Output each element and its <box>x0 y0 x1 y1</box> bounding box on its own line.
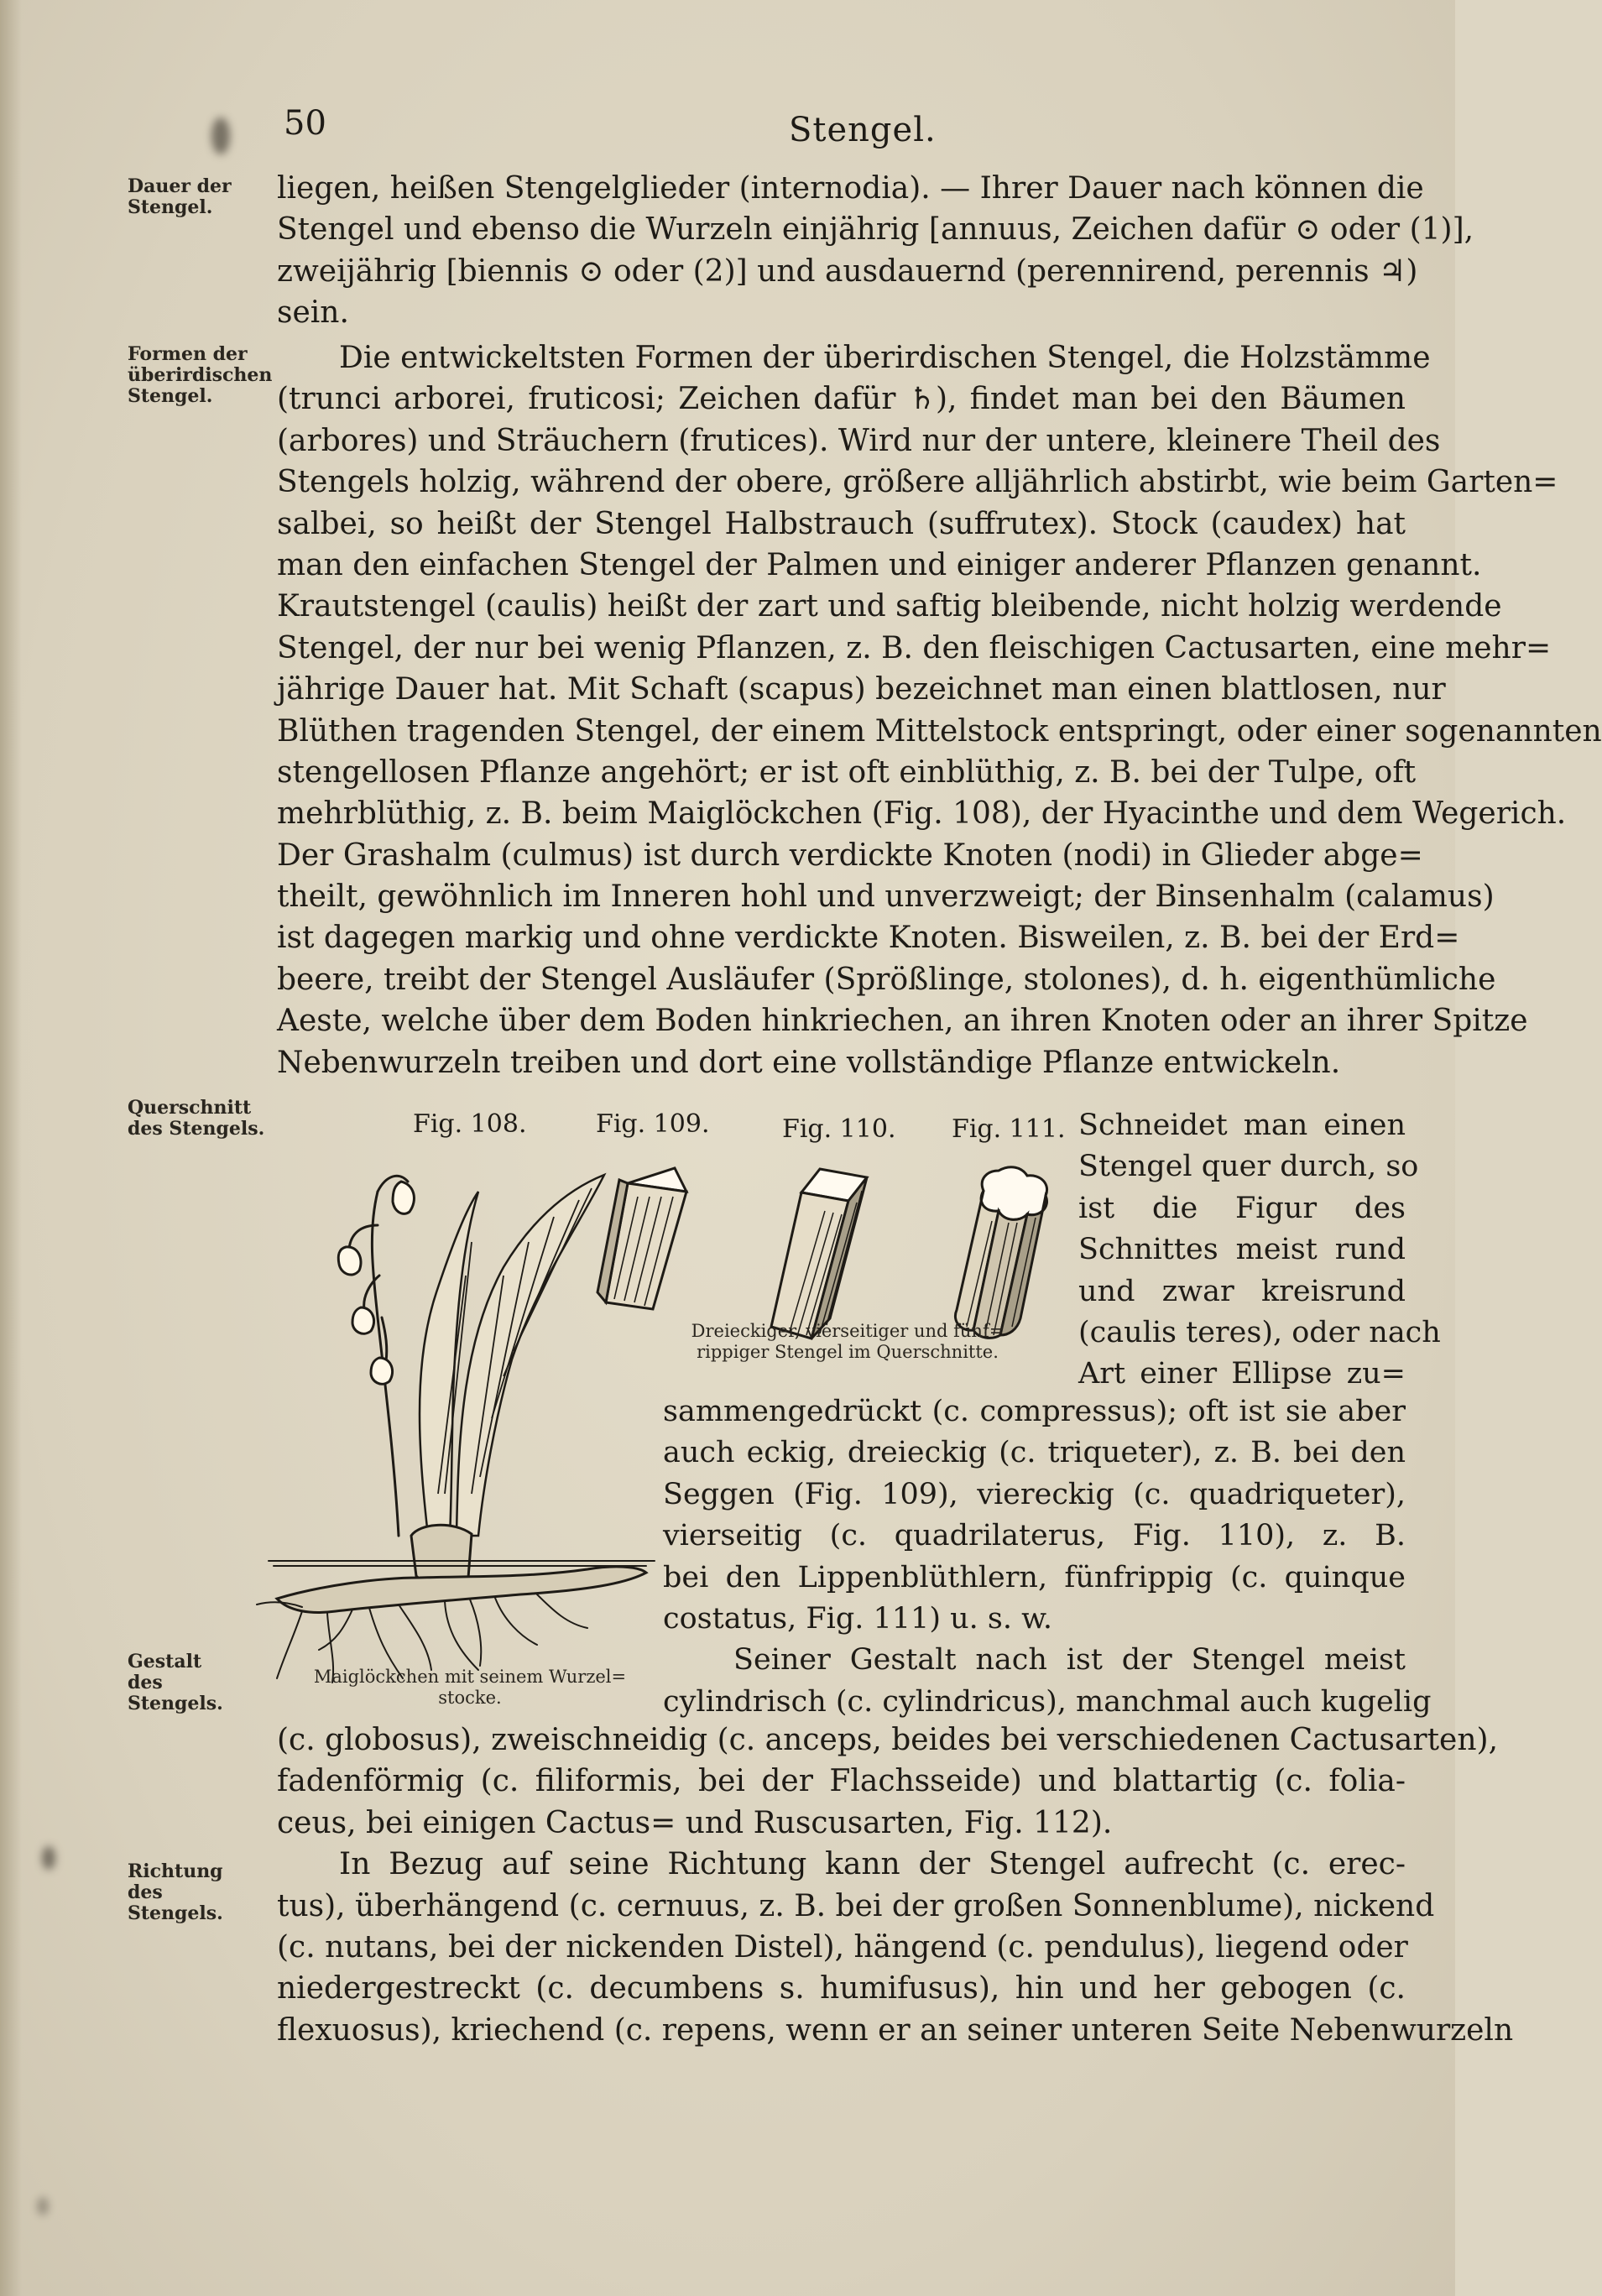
text-line: ist die Figur des <box>1078 1191 1406 1225</box>
paragraph-duration <box>277 168 1474 334</box>
text-line: ceus, bei einigen Cactus= und Ruscusarten, Fig. 112). <box>277 1805 1113 1840</box>
figure-caption-109-111 <box>663 1321 1032 1363</box>
text-line: cylindrisch (c. cylindricus), manchmal auch kugelig <box>663 1684 1432 1719</box>
ink-smudge <box>211 117 230 154</box>
figure-label-108: Fig. 108. <box>413 1109 527 1139</box>
text-line: jährige Dauer hat. Mit Schaft (scapus) bezeichnet man einen blattlosen, nur <box>277 672 1446 707</box>
text-line: Stengel, der nur bei wenig Pflanzen, z. B. den fleischigen Cactusarten, eine mehr= <box>277 630 1552 665</box>
text-line: flexuosus), kriechend (c. repens, wenn er an seiner unteren Seite Nebenwurzeln <box>277 2012 1514 2048</box>
text-line: vierseitig (c. quadrilaterus, Fig. 110), z. B. <box>663 1519 1406 1553</box>
text-line: Schnittes meist rund <box>1078 1233 1406 1267</box>
text-line: Die entwickeltsten Formen der überirdischen Stengel, die Holzstämme <box>339 341 1431 375</box>
figure-label-111: Fig. 111. <box>952 1114 1066 1144</box>
text-line: bei den Lippenblüthlern, fünfrippig (c. quinque <box>663 1560 1406 1594</box>
text-line: Aeste, welche über dem Boden hinkriechen, an ihren Knoten oder an ihrer Spitze <box>277 1004 1528 1039</box>
text-line: stengellosen Pflanze angehört; er ist oft einblüthig, z. B. bei der Tulpe, oft <box>277 754 1417 790</box>
page-number: 50 <box>284 104 326 143</box>
text-line: sein. <box>277 295 349 331</box>
text-line: Stengel und ebenso die Wurzeln einjährig [annuus, Zeichen dafür ⊙ oder (1)], <box>277 212 1474 248</box>
text-line: (arbores) und Sträuchern (frutices). Wird nur der untere, kleinere Theil des <box>277 423 1441 458</box>
margin-note-duration: Dauer der Stengel. <box>128 175 232 218</box>
caption-line: stocke. <box>438 1688 502 1708</box>
text-line: salbei, so heißt der Stengel Halbstrauch (suffrutex). Stock (caudex) hat <box>277 506 1406 541</box>
margin-note-shape: Gestalt des Stengels. <box>128 1651 223 1714</box>
caption-line: rippiger Stengel im Querschnitte. <box>697 1342 999 1362</box>
text-line: Der Grashalm (culmus) ist durch verdickte Knoten (nodi) in Glieder abge= <box>277 838 1423 873</box>
text-line: Nebenwurzeln treiben und dort eine vollständige Pflanze entwickeln. <box>277 1045 1341 1080</box>
paragraph-cross-section-wide <box>663 1391 1432 1723</box>
ink-smudge <box>42 1846 55 1870</box>
paragraph-shape-and-direction <box>277 1719 1514 2051</box>
figure-label-109: Fig. 109. <box>596 1109 710 1139</box>
text-line: (c. globosus), zweischneidig (c. anceps, beides bei verschiedenen Cactusarten), <box>277 1723 1499 1757</box>
text-line: Stengel quer durch, so <box>1078 1150 1419 1184</box>
text-line: fadenförmig (c. filiformis, bei der Flachsseide) und blattartig (c. folia- <box>277 1764 1406 1799</box>
text-line: Krautstengel (caulis) heißt der zart und saftig bleibende, nicht holzig werdende <box>277 589 1502 624</box>
text-line: zweijährig [biennis ⊙ oder (2)] und ausdauernd (perennirend, perennis ♃) <box>277 253 1418 289</box>
text-line: tus), überhängend (c. cernuus, z. B. bei der großen Sonnenblume), nickend <box>277 1888 1435 1923</box>
figure-label-110: Fig. 110. <box>782 1114 896 1144</box>
text-line: man den einfachen Stengel der Palmen und einiger anderer Pflanzen genannt. <box>277 547 1482 582</box>
ink-smudge <box>37 2197 49 2215</box>
text-line: auch eckig, dreieckig (c. triqueter), z. B. bei den <box>663 1436 1406 1470</box>
text-line: Seiner Gestalt nach ist der Stengel meist <box>733 1643 1406 1678</box>
text-line: (c. nutans, bei der nickenden Distel), hängend (c. pendulus), liegend oder <box>277 1929 1408 1965</box>
text-line: Art einer Ellipse zu= <box>1078 1357 1406 1391</box>
quadrilateral-stem-illustration <box>768 1162 885 1347</box>
text-line: niedergestreckt (c. decumbens s. humifusus), hin und her gebogen (c. <box>277 1971 1406 2006</box>
text-line: (caulis teres), oder nach <box>1078 1315 1441 1349</box>
running-title: Stengel. <box>789 111 937 149</box>
text-line: Schneidet man einen <box>1078 1109 1406 1142</box>
five-ribbed-stem-illustration <box>940 1162 1066 1347</box>
figure-caption-108 <box>285 1667 655 1709</box>
text-line: Blüthen tragenden Stengel, der einem Mittelstock entspringt, oder einer sogenannten <box>277 713 1602 749</box>
text-line: In Bezug auf seine Richtung kann der Stengel aufrecht (c. erec- <box>339 1847 1406 1882</box>
text-line: Stengels holzig, während der obere, größere alljährlich abstirbt, wie beim Garten= <box>277 465 1558 500</box>
paragraph-cross-section-narrow <box>1078 1105 1441 1396</box>
triangular-stem-illustration <box>594 1158 703 1326</box>
text-line: (trunci arborei, fruticosi; Zeichen dafür ♄), findet man bei den Bäumen <box>277 382 1406 417</box>
text-line: liegen, heißen Stengelglieder (internodia). — Ihrer Dauer nach können die <box>277 171 1424 206</box>
text-line: theilt, gewöhnlich im Inneren hohl und unverzweigt; der Binsenhalm (calamus) <box>277 879 1495 915</box>
margin-note-forms: Formen der überirdischen Stengel. <box>128 343 273 407</box>
margin-note-cross-section: Querschnitt des Stengels. <box>128 1097 265 1140</box>
caption-line: Dreieckiger, vierseitiger und fünf= <box>691 1321 1005 1341</box>
caption-line: Maiglöckchen mit seinem Wurzel= <box>313 1667 627 1687</box>
text-line: ist dagegen markig und ohne verdickte Knoten. Bisweilen, z. B. bei der Erd= <box>277 921 1460 956</box>
paragraph-forms <box>277 337 1602 1083</box>
margin-note-direction: Richtung des Stengels. <box>128 1860 223 1924</box>
text-line: und zwar kreisrund <box>1078 1274 1406 1308</box>
text-line: beere, treibt der Stengel Ausläufer (Sprößlinge, stolones), d. h. eigenthümliche <box>277 962 1496 997</box>
text-line: costatus, Fig. 111) u. s. w. <box>663 1601 1053 1636</box>
text-line: sammengedrückt (c. compressus); oft ist sie aber <box>663 1395 1406 1428</box>
text-line: mehrblüthig, z. B. beim Maiglöckchen (Fig. 108), der Hyacinthe und dem Wegerich. <box>277 796 1567 832</box>
gutter-shadow <box>0 0 22 2296</box>
text-line: Seggen (Fig. 109), viereckig (c. quadriqueter), <box>663 1477 1406 1511</box>
